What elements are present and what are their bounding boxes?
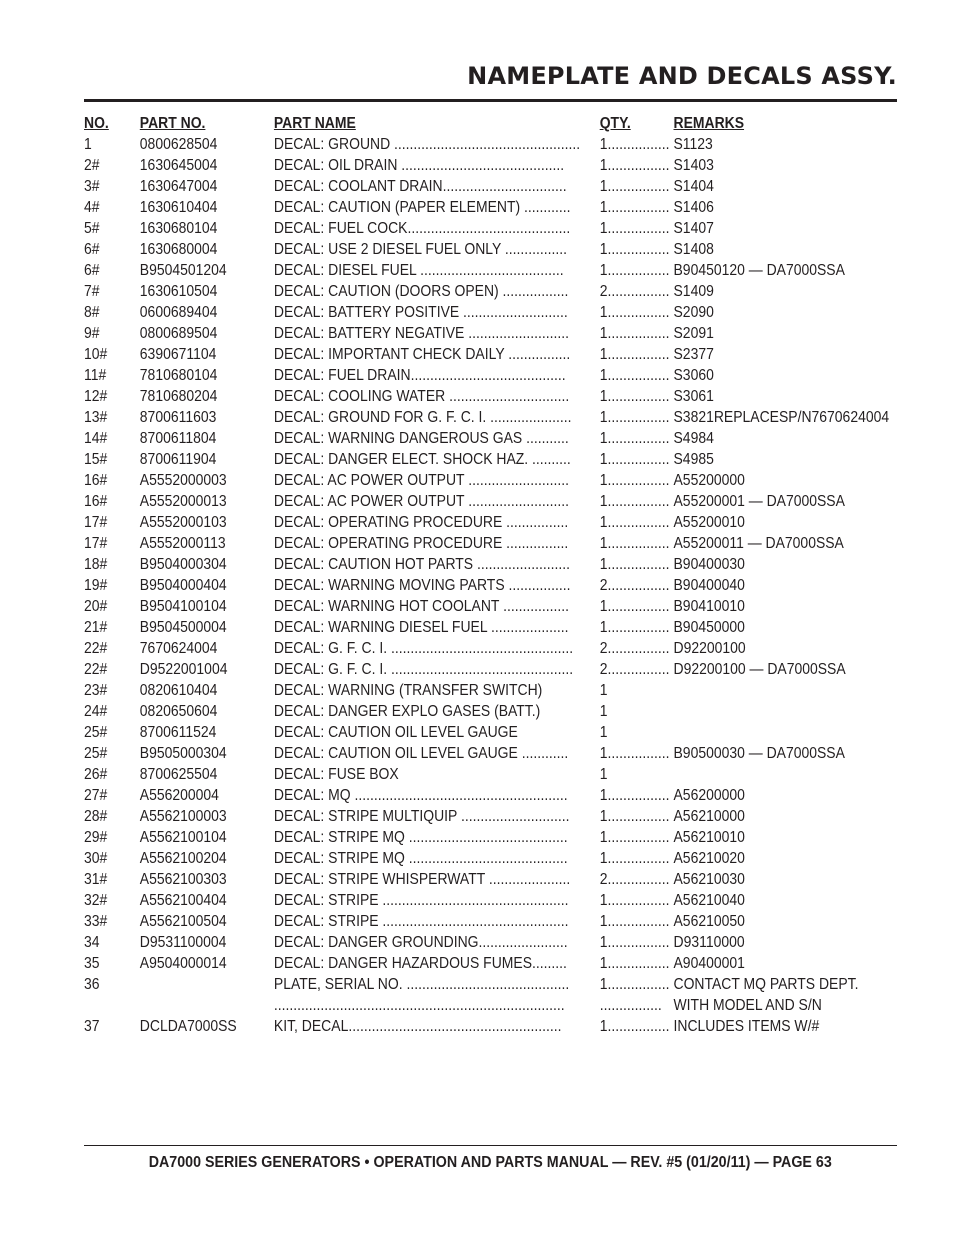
cell-part-no: 7670624004	[139, 640, 218, 657]
parts-table	[84, 113, 914, 1037]
cell-part-name: DECAL: OPERATING PROCEDURE ................	[273, 535, 569, 552]
table-row	[84, 197, 912, 218]
cell-no: 10#	[84, 346, 108, 363]
cell-qty: 1................	[599, 514, 670, 531]
cell-remarks: S1123	[673, 136, 713, 153]
table-row	[84, 596, 912, 617]
cell-no: 16#	[84, 493, 108, 510]
cell-no: 37	[84, 1018, 100, 1035]
cell-no: 15#	[84, 451, 108, 468]
cell-qty: 1................	[599, 913, 670, 930]
cell-part-name: DECAL: CAUTION OIL LEVEL GAUGE	[273, 724, 518, 741]
cell-part-no: A5552000003	[139, 472, 227, 489]
cell-no: 34	[84, 934, 100, 951]
cell-no: 20#	[84, 598, 108, 615]
cell-part-no: A5562100303	[139, 871, 227, 888]
cell-no: 25#	[84, 745, 108, 762]
cell-remarks: A56210040	[673, 892, 745, 909]
table-row	[84, 428, 912, 449]
cell-remarks: A56200000	[673, 787, 745, 804]
cell-qty: 1................	[599, 892, 670, 909]
header-no: NO.	[84, 115, 109, 132]
table-row	[84, 155, 912, 176]
cell-qty: 1	[599, 703, 608, 720]
cell-remarks: B90500030 — DA7000SSA	[673, 745, 845, 762]
cell-remarks: A56210020	[673, 850, 745, 867]
cell-no: 31#	[84, 871, 108, 888]
cell-part-no: A5552000013	[139, 493, 227, 510]
cell-remarks: A55200010	[673, 514, 745, 531]
header-qty: QTY.	[599, 115, 631, 132]
table-row	[84, 134, 912, 155]
table-row	[84, 323, 912, 344]
table-header-row	[84, 113, 912, 134]
cell-part-name: DECAL: AC POWER OUTPUT ..........................	[273, 472, 569, 489]
cell-qty: 2................	[599, 577, 670, 594]
cell-no: 24#	[84, 703, 108, 720]
cell-qty: 1................	[599, 850, 670, 867]
cell-no: 36	[84, 976, 100, 993]
cell-remarks: A56210000	[673, 808, 745, 825]
cell-part-no: B9504000304	[139, 556, 227, 573]
table-row	[84, 911, 912, 932]
cell-part-no: 8700611904	[139, 451, 217, 468]
cell-no: 33#	[84, 913, 108, 930]
table-row	[84, 554, 912, 575]
cell-no: 12#	[84, 388, 108, 405]
cell-no: 3#	[84, 178, 100, 195]
cell-part-no: A9504000014	[139, 955, 227, 972]
cell-part-no: A5552000103	[139, 514, 227, 531]
cell-qty: 1................	[599, 493, 670, 510]
cell-remarks: S3060	[673, 367, 714, 384]
table-body	[84, 134, 914, 1037]
cell-no: 2#	[84, 157, 100, 174]
cell-part-name: DECAL: AC POWER OUTPUT ..........................	[273, 493, 569, 510]
cell-part-name: DECAL: STRIPE WHISPERWATT .....................	[273, 871, 571, 888]
cell-part-no: 7810680104	[139, 367, 218, 384]
cell-part-no: 1630610504	[139, 283, 218, 300]
cell-remarks: B90400030	[673, 556, 745, 573]
table-row	[84, 722, 912, 743]
cell-qty: 1................	[599, 367, 670, 384]
cell-part-name: DECAL: GROUND ................................................	[273, 136, 581, 153]
cell-part-no: 8700611804	[139, 430, 217, 447]
cell-no: 30#	[84, 850, 108, 867]
cell-no: 4#	[84, 199, 100, 216]
cell-qty: 1................	[599, 934, 670, 951]
table-row	[84, 239, 912, 260]
table-row	[84, 785, 912, 806]
cell-part-no: A5562100504	[139, 913, 227, 930]
cell-qty: 1................	[599, 829, 670, 846]
cell-qty: 1	[599, 766, 608, 783]
cell-part-name: DECAL: STRIPE ................................................	[273, 913, 569, 930]
cell-no: 25#	[84, 724, 108, 741]
cell-part-no: 8700611524	[139, 724, 217, 741]
cell-remarks: B90400040	[673, 577, 745, 594]
cell-qty: 1................	[599, 409, 670, 426]
cell-remarks: S2090	[673, 304, 714, 321]
cell-part-name: DECAL: IMPORTANT CHECK DAILY ................	[273, 346, 571, 363]
cell-no: 13#	[84, 409, 108, 426]
cell-no: 1	[84, 136, 92, 153]
cell-qty: 1................	[599, 556, 670, 573]
cell-qty: 1................	[599, 157, 670, 174]
cell-remarks: S4985	[673, 451, 714, 468]
cell-part-no: 6390671104	[139, 346, 217, 363]
cell-qty: 1................	[599, 619, 670, 636]
cell-part-no: B9504500004	[139, 619, 227, 636]
cell-part-no: 1630645004	[139, 157, 218, 174]
cell-remarks: B90450000	[673, 619, 745, 636]
cell-no: 6#	[84, 262, 100, 279]
header-part-no: PART NO.	[139, 115, 206, 132]
cell-remarks: A55200001 — DA7000SSA	[673, 493, 845, 510]
cell-qty: 1................	[599, 304, 670, 321]
cell-qty: 2................	[599, 871, 670, 888]
cell-part-name: DECAL: WARNING DIESEL FUEL ....................	[273, 619, 569, 636]
cell-part-name: DECAL: DIESEL FUEL .....................................	[273, 262, 564, 279]
cell-remarks: S3061	[673, 388, 714, 405]
cell-no: 18#	[84, 556, 108, 573]
cell-qty: 1................	[599, 241, 670, 258]
cell-no: 35	[84, 955, 100, 972]
cell-no: 8#	[84, 304, 100, 321]
table-row	[84, 449, 912, 470]
table-row	[84, 386, 912, 407]
cell-no: 21#	[84, 619, 108, 636]
cell-qty: 1................	[599, 472, 670, 489]
cell-remarks: S2091	[673, 325, 714, 342]
cell-no: 7#	[84, 283, 100, 300]
table-row	[84, 764, 912, 785]
table-row	[84, 932, 912, 953]
cell-part-no: 1630647004	[139, 178, 218, 195]
cell-remarks: S1406	[673, 199, 714, 216]
cell-remarks: S1404	[673, 178, 714, 195]
cell-remarks: S2377	[673, 346, 714, 363]
cell-qty: 1................	[599, 955, 670, 972]
cell-qty: 1................	[599, 787, 670, 804]
cell-qty: 1................	[599, 199, 670, 216]
cell-no: 27#	[84, 787, 108, 804]
table-row	[84, 218, 912, 239]
cell-part-no: B9505000304	[139, 745, 227, 762]
cell-qty: 1	[599, 682, 608, 699]
cell-part-name: DECAL: G. F. C. I. ...............................................	[273, 640, 574, 657]
table-row	[84, 806, 912, 827]
table-row	[84, 953, 912, 974]
table-row	[84, 1016, 912, 1037]
cell-remarks: A55200011 — DA7000SSA	[673, 535, 844, 552]
table-row	[84, 344, 912, 365]
cell-part-no: 1630680104	[139, 220, 218, 237]
cell-no: 11#	[84, 367, 107, 384]
cell-qty: 1................	[599, 1018, 670, 1035]
cell-part-no: A5552000113	[139, 535, 226, 552]
cell-no: 6#	[84, 241, 100, 258]
cell-part-name: PLATE, SERIAL NO. ..........................................	[273, 976, 570, 993]
cell-part-name: DECAL: DANGER EXPLO GASES (BATT.)	[273, 703, 541, 720]
cell-no: 22#	[84, 640, 108, 657]
cell-remarks: D92200100	[673, 640, 746, 657]
table-row	[84, 176, 912, 197]
cell-remarks: A56210030	[673, 871, 745, 888]
cell-qty: 1................	[599, 451, 670, 468]
cell-remarks: CONTACT MQ PARTS DEPT.	[673, 976, 859, 993]
cell-part-no: A5562100204	[139, 850, 227, 867]
table-row	[84, 281, 912, 302]
cell-part-name: DECAL: OPERATING PROCEDURE ................	[273, 514, 569, 531]
cell-part-no: D9522001004	[139, 661, 228, 678]
cell-part-name: DECAL: USE 2 DIESEL FUEL ONLY ................	[273, 241, 567, 258]
cell-no: 14#	[84, 430, 108, 447]
cell-qty: 1................	[599, 178, 670, 195]
table-row	[84, 260, 912, 281]
cell-qty: 1................	[599, 808, 670, 825]
table-row	[84, 533, 912, 554]
page-footer	[84, 1154, 897, 1172]
table-row	[84, 365, 912, 386]
cell-qty: 1................	[599, 136, 670, 153]
footer-text: DA7000 SERIES GENERATORS • OPERATION AND PARTS MANUAL — REV. #5 (01/20/11) — PAGE 63	[148, 1154, 833, 1171]
cell-part-name: DECAL: STRIPE MQ .........................................	[273, 850, 568, 867]
table-row	[84, 617, 912, 638]
page-title: NAMEPLATE AND DECALS ASSY.	[467, 62, 897, 90]
cell-part-name: DECAL: DANGER ELECT. SHOCK HAZ. ..........	[273, 451, 571, 468]
cell-part-no: 8700625504	[139, 766, 218, 783]
cell-part-no: 1630680004	[139, 241, 218, 258]
cell-qty: 1................	[599, 220, 670, 237]
title-divider	[84, 99, 897, 102]
cell-remarks: B90450120 — DA7000SSA	[673, 262, 845, 279]
cell-part-name: DECAL: STRIPE ................................................	[273, 892, 569, 909]
cell-part-no: 7810680204	[139, 388, 218, 405]
table-row	[84, 869, 912, 890]
cell-no: 5#	[84, 220, 100, 237]
header-part-name: PART NAME	[273, 115, 356, 132]
cell-remarks: D92200100 — DA7000SSA	[673, 661, 846, 678]
cell-qty: 1................	[599, 598, 670, 615]
cell-part-name: DECAL: WARNING (TRANSFER SWITCH)	[273, 682, 543, 699]
cell-part-name: DECAL: CAUTION (PAPER ELEMENT) ............	[273, 199, 571, 216]
cell-part-name: DECAL: FUSE BOX	[273, 766, 399, 783]
cell-remarks: B90410010	[673, 598, 745, 615]
table-row	[84, 491, 912, 512]
cell-no: 9#	[84, 325, 100, 342]
cell-part-name: DECAL: DANGER HAZARDOUS FUMES.........	[273, 955, 567, 972]
cell-qty: 2................	[599, 661, 670, 678]
cell-no: 26#	[84, 766, 108, 783]
cell-qty: ................	[599, 997, 662, 1014]
cell-qty: 1................	[599, 346, 670, 363]
cell-part-no: D9531100004	[139, 934, 227, 951]
cell-remarks: A56210050	[673, 913, 745, 930]
cell-part-name: DECAL: OIL DRAIN ..........................................	[273, 157, 565, 174]
cell-part-no: 0800628504	[139, 136, 218, 153]
cell-remarks: A56210010	[673, 829, 745, 846]
cell-qty: 1................	[599, 535, 670, 552]
table-row	[84, 848, 912, 869]
cell-part-no: DCLDA7000SS	[139, 1018, 237, 1035]
table-row	[84, 575, 912, 596]
cell-no: 16#	[84, 472, 108, 489]
table-row	[84, 512, 912, 533]
cell-qty: 1................	[599, 388, 670, 405]
cell-no: 28#	[84, 808, 108, 825]
cell-remarks: S1403	[673, 157, 714, 174]
cell-part-name: DECAL: WARNING MOVING PARTS ................	[273, 577, 571, 594]
cell-part-no: A5562100104	[139, 829, 227, 846]
cell-part-name: DECAL: CAUTION OIL LEVEL GAUGE ............	[273, 745, 569, 762]
cell-qty: 1................	[599, 745, 670, 762]
footer-divider	[84, 1145, 897, 1146]
table-row	[84, 743, 912, 764]
cell-part-name: DECAL: CAUTION HOT PARTS ........................	[273, 556, 571, 573]
cell-remarks: S3821REPLACESP/N7670624004	[673, 409, 890, 426]
cell-remarks: WITH MODEL AND S/N	[673, 997, 822, 1014]
cell-part-name: DECAL: STRIPE MULTIQUIP ............................	[273, 808, 570, 825]
cell-part-no: B9504501204	[139, 262, 227, 279]
cell-remarks: A90400001	[673, 955, 745, 972]
cell-remarks: INCLUDES ITEMS W/#	[673, 1018, 820, 1035]
cell-part-name: ...........................................................................	[273, 997, 565, 1014]
table-row	[84, 995, 912, 1016]
cell-part-no: A5562100404	[139, 892, 227, 909]
cell-remarks: S1409	[673, 283, 714, 300]
cell-qty: 1................	[599, 976, 670, 993]
cell-no: 17#	[84, 514, 108, 531]
cell-qty: 2................	[599, 640, 670, 657]
cell-part-no: 0820610404	[139, 682, 218, 699]
cell-qty: 1	[599, 724, 608, 741]
cell-part-name: DECAL: G. F. C. I. ...............................................	[273, 661, 574, 678]
cell-part-name: DECAL: FUEL COCK..........................................	[273, 220, 571, 237]
cell-part-no: B9504000404	[139, 577, 227, 594]
table-row	[84, 407, 912, 428]
table-row	[84, 680, 912, 701]
cell-part-no: A5562100003	[139, 808, 227, 825]
table-row	[84, 638, 912, 659]
cell-no: 32#	[84, 892, 108, 909]
cell-part-name: DECAL: WARNING HOT COOLANT .................	[273, 598, 569, 615]
cell-remarks: A55200000	[673, 472, 745, 489]
table-row	[84, 827, 912, 848]
cell-no: 17#	[84, 535, 108, 552]
cell-qty: 2................	[599, 283, 670, 300]
cell-part-name: DECAL: STRIPE MQ .........................................	[273, 829, 568, 846]
cell-part-name: DECAL: DANGER GROUNDING.......................	[273, 934, 568, 951]
cell-qty: 1................	[599, 262, 670, 279]
cell-remarks: S4984	[673, 430, 714, 447]
cell-part-no: B9504100104	[139, 598, 227, 615]
table-row	[84, 890, 912, 911]
cell-remarks: D93110000	[673, 934, 745, 951]
cell-part-name: DECAL: COOLING WATER ...............................	[273, 388, 570, 405]
cell-part-no: A556200004	[139, 787, 219, 804]
cell-qty: 1................	[599, 325, 670, 342]
cell-no: 22#	[84, 661, 108, 678]
table-row	[84, 470, 912, 491]
cell-no: 23#	[84, 682, 108, 699]
cell-part-name: DECAL: MQ .......................................................	[273, 787, 568, 804]
cell-part-no: 0820650604	[139, 703, 218, 720]
cell-remarks: S1407	[673, 220, 714, 237]
cell-part-name: DECAL: COOLANT DRAIN................................	[273, 178, 567, 195]
cell-no: 29#	[84, 829, 108, 846]
cell-part-name: DECAL: BATTERY NEGATIVE ..........................	[273, 325, 570, 342]
cell-part-name: DECAL: WARNING DANGEROUS GAS ...........	[273, 430, 569, 447]
cell-part-no: 1630610404	[139, 199, 218, 216]
cell-part-no: 0600689404	[139, 304, 218, 321]
header-remarks: REMARKS	[673, 115, 745, 132]
cell-part-no: 0800689504	[139, 325, 218, 342]
table-row	[84, 659, 912, 680]
cell-remarks: S1408	[673, 241, 714, 258]
table-row	[84, 974, 912, 995]
cell-part-name: KIT, DECAL.......................................................	[273, 1018, 562, 1035]
cell-part-name: DECAL: BATTERY POSITIVE ...........................	[273, 304, 568, 321]
cell-part-no: 8700611603	[139, 409, 217, 426]
cell-no: 19#	[84, 577, 108, 594]
cell-qty: 1................	[599, 430, 670, 447]
table-row	[84, 302, 912, 323]
cell-part-name: DECAL: GROUND FOR G. F. C. I. .....................	[273, 409, 572, 426]
table-row	[84, 701, 912, 722]
cell-part-name: DECAL: FUEL DRAIN........................................	[273, 367, 566, 384]
cell-part-name: DECAL: CAUTION (DOORS OPEN) .................	[273, 283, 569, 300]
